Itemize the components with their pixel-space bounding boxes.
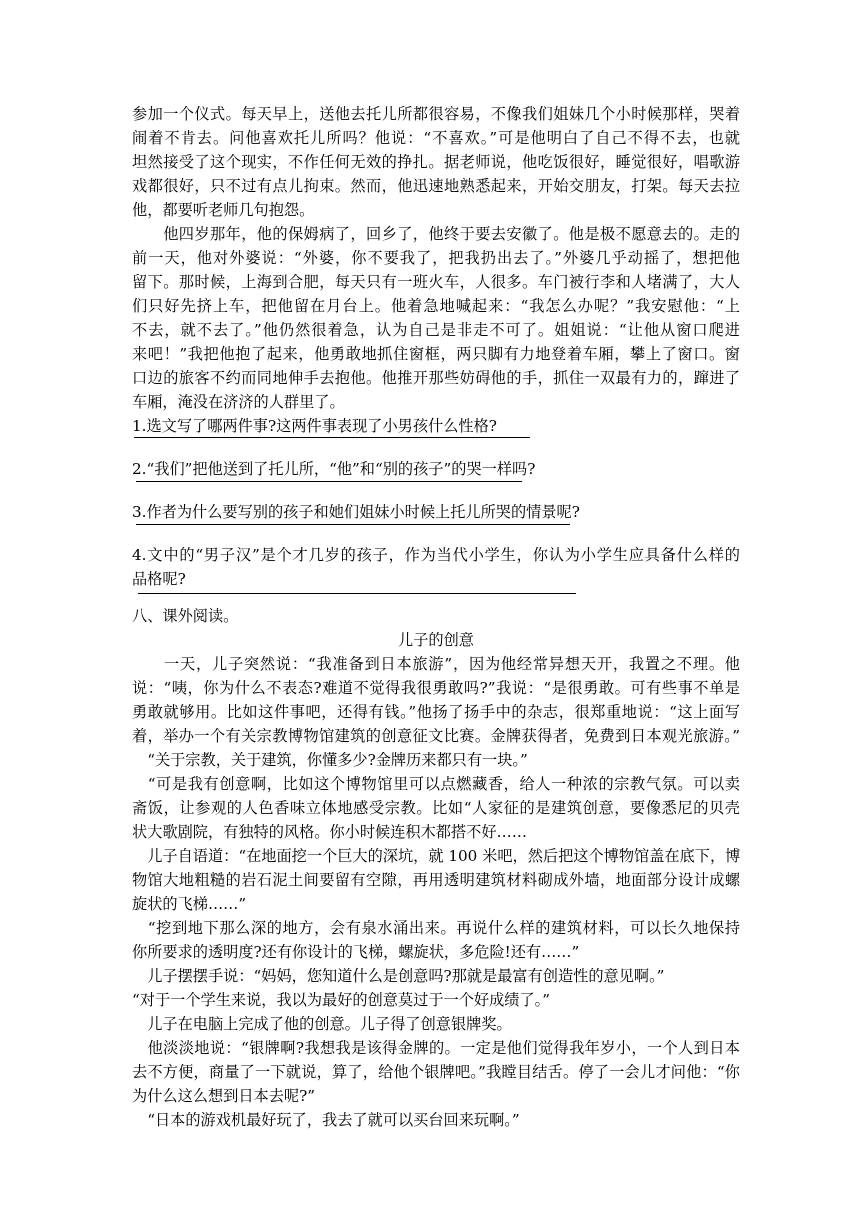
passage2-line: 你所要求的透明度?还有你设计的飞梯，螺旋状，多危险!还有……” <box>132 943 580 961</box>
passage2-line: “对于一个学生来说，我以为最好的创意莫过于一个好成绩了。” <box>132 991 550 1009</box>
passage2-line: 一天，儿子突然说：“我准备到日本旅游”，因为他经常异想天开，我置之不理。他 <box>132 655 740 673</box>
passage1-line: 不去，就不去了。”他仍然很着急，认为自己是非走不可了。姐姐说：“让他从窗口爬进 <box>132 321 740 339</box>
passage1-line: 口边的旅客不约而同地伸手去抱他。他推开那些妨碍他的手，抓住一双最有力的，蹿进了 <box>132 369 740 387</box>
passage1-line: 闹着不肯去。问他喜欢托儿所吗？他说：“不喜欢。”可是他明白了自己不得不去，也就 <box>132 129 740 147</box>
passage1-line: 前一天，他对外婆说：“外婆，你不要我了，把我扔出去了。”外婆几乎动摇了，想把他 <box>132 249 740 267</box>
passage1-line: 参加一个仪式。每天早上，送他去托儿所都很容易，不像我们姐妹几个小时候那样，哭着 <box>132 105 740 123</box>
answer-line-1[interactable] <box>134 437 530 438</box>
passage2-line: “可是我有创意啊，比如这个博物馆里可以点燃藏香，给人一种浓的宗教气氛。可以卖 <box>132 775 740 793</box>
passage2-line: 儿子摆摆手说：“妈妈，您知道什么是创意吗?那就是最富有创造性的意见啊。” <box>132 967 665 985</box>
question-3: 3.作者为什么要写别的孩子和她们姐妹小时候上托儿所哭的情景呢? <box>132 503 580 521</box>
passage1-line: 他，都要听老师几句抱怨。 <box>132 201 315 219</box>
passage2-line: 着，举办一个有关宗教博物馆建筑的创意征文比赛。金牌获得者，免费到日本观光旅游。” <box>132 727 740 745</box>
section-heading: 八、课外阅读。 <box>132 607 239 625</box>
answer-line-4[interactable] <box>138 593 576 594</box>
passage2-line: 儿子在电脑上完成了他的创意。儿子得了创意银牌奖。 <box>132 1015 512 1033</box>
passage1-line: 留下。那时候，上海到合肥，每天只有一班火车，人很多。车门被行李和人堵满了，大人 <box>132 273 740 291</box>
passage2-line: “日本的游戏机最好玩了，我去了就可以买台回来玩啊。” <box>132 1111 520 1129</box>
passage2-line: 状大歌剧院，有独特的风格。你小时候连积木都搭不好…… <box>132 823 527 841</box>
passage2-line: 旋状的飞梯……” <box>132 895 247 913</box>
passage2-line: 儿子自语道：“在地面挖一个巨大的深坑，就 100 米吧，然后把这个博物馆盖在底下，博 <box>132 847 741 865</box>
passage1-line: 们只好先挤上车，把他留在月台上。他着急地喊起来：“我怎么办呢？”我安慰他：“上 <box>132 297 740 315</box>
question-2: 2.“我们”把他送到了托儿所，“他”和“别的孩子”的哭一样吗? <box>132 460 536 478</box>
question-4: 4.文中的“男子汉”是个才几岁的孩子，作为当代小学生，你认为小学生应具备什么样的 <box>132 546 740 564</box>
passage2-line: 说：“咦，你为什么不表态?难道不觉得我很勇敢吗?”我说：“是很勇敢。可有些事不单是 <box>132 679 740 697</box>
passage2-line: 物馆大地粗糙的岩石泥土间要留有空隙，再用透明建筑材料砌成外墙，地面部分设计成螺 <box>132 871 740 889</box>
passage1-line: 戏都很好，只不过有点儿拘束。然而，他迅速地熟悉起来，开始交朋友，打架。每天去拉 <box>132 177 740 195</box>
passage2-line: 他淡淡地说：“银牌啊?我想我是该得金牌的。一定是他们觉得我年岁小，一个人到日本 <box>132 1039 740 1057</box>
question-4-cont: 品格呢? <box>132 570 186 588</box>
answer-line-3[interactable] <box>136 524 570 525</box>
question-1: 1.选文写了哪两件事?这两件事表现了小男孩什么性格? <box>132 417 497 435</box>
passage1-line: 坦然接受了这个现实，不作任何无效的挣扎。据老师说，他吃饭很好，睡觉很好，唱歌游 <box>132 153 740 171</box>
passage1-line: 车厢，淹没在济济的人群里了。 <box>132 393 345 411</box>
passage2-line: 为什么这么想到日本去呢?” <box>132 1087 315 1105</box>
passage2-line: 勇敢就够用。比如这件事吧，还得有钱。”他扬了扬手中的杂志，很郑重地说：“这上面写 <box>132 703 740 721</box>
passage2-line: “关于宗教，关于建筑，你懂多少?金牌历来都只有一块。” <box>132 751 528 769</box>
answer-line-2[interactable] <box>136 481 522 482</box>
passage1-line: 来吧！”我把他抱了起来，他勇敢地抓住窗框，两只脚有力地登着车厢，攀上了窗口。窗 <box>132 345 740 363</box>
passage1-line: 他四岁那年，他的保姆病了，回乡了，他终于要去安徽了。他是极不愿意去的。走的 <box>132 225 740 243</box>
passage2-line: 去不方便，商量了一下就说，算了，给他个银牌吧。”我瞠目结舌。停了一会儿才问他：“你 <box>132 1063 740 1081</box>
passage2-line: 斋饭，让参观的人色香味立体地感受宗教。比如“人家征的是建筑创意，要像悉尼的贝壳 <box>132 799 740 817</box>
story-title: 儿子的创意 <box>398 631 474 649</box>
passage2-line: “挖到地下那么深的地方，会有泉水涌出来。再说什么样的建筑材料，可以长久地保持 <box>132 919 740 937</box>
